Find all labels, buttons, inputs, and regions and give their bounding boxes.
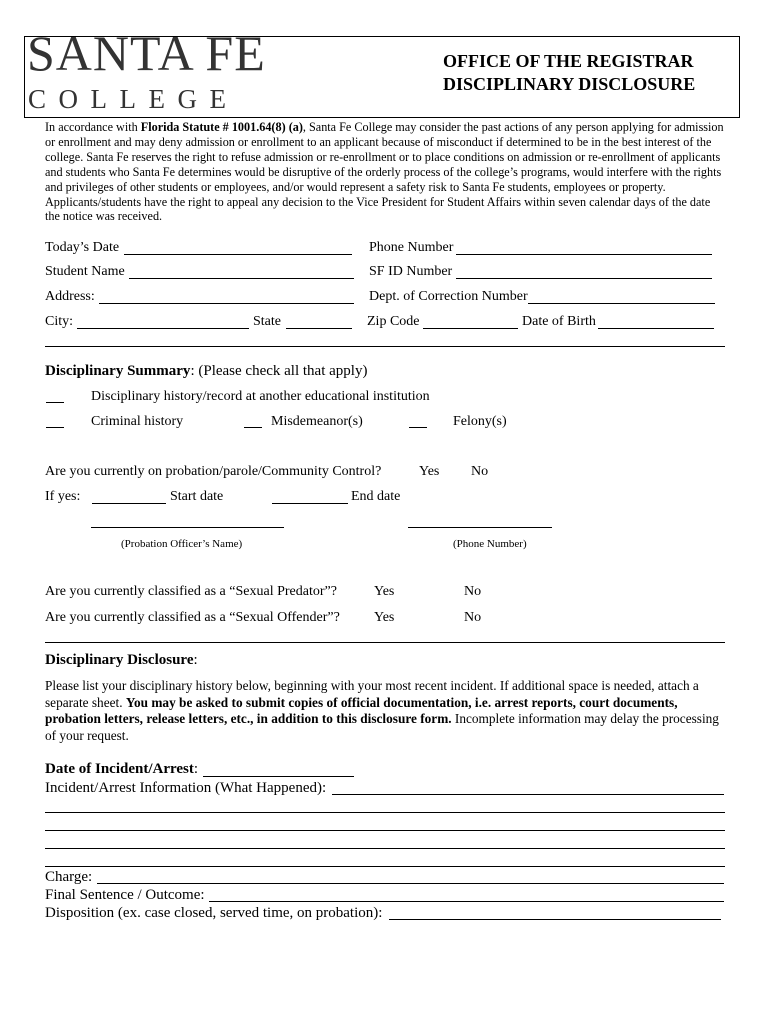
offender-yes-option[interactable]: Yes <box>374 610 395 625</box>
date-incident-input[interactable] <box>203 762 354 777</box>
incident-info-line[interactable] <box>45 816 725 831</box>
date-incident-label: Date of Incident/Arrest: <box>45 761 199 777</box>
office-title: OFFICE OF THE REGISTRAR <box>443 51 694 71</box>
disclosure-instructions: Please list your disciplinary history below, beginning with your most recent incident. If additional space is needed, attach a separate sheet. You may be asked to submit copies of official documentation, i.e. arrest reports, court documents, probation letters, release letters, etc., in addition to this disclosure form. Incomplete information may delay the processing of your request. <box>45 678 719 743</box>
disposition-label: Disposition (ex. case closed, served time, on probation): <box>45 905 383 921</box>
intro-paragraph: In accordance with Florida Statute # 1001.64(8) (a), Santa Fe College may consider the past actions of any person applying for admission or enrollment and may deny admission or enrollment to an applicant because of misconduct if determined to be in the best interest of the college. Santa Fe reserves the right to refuse admission or re-enrollment or to place conditions on admission or re-enrollment of applicants and students who Santa Fe determines would be disruptive of the orderly process of the college’s programs, would interfere with the rights and privileges of other students or employees, and/or would represent a safety risk to Santa Fe students, employees or property. Applicants/students have the right to appeal any decision to the Vice President for Student Affairs within seven calendar days of the date the notice was received. <box>45 120 724 224</box>
city-label: City: <box>45 314 74 329</box>
incident-info-line[interactable] <box>45 852 725 867</box>
phone-number-input[interactable] <box>456 240 712 255</box>
incident-info-input[interactable] <box>332 780 724 795</box>
misdemeanor-checkbox[interactable] <box>244 427 262 428</box>
disposition-input[interactable] <box>389 905 721 920</box>
college-logo: SANTA FE <box>27 25 266 81</box>
end-date-label: End date <box>351 489 401 504</box>
student-name-input[interactable] <box>129 264 354 279</box>
final-sentence-label: Final Sentence / Outcome: <box>45 887 205 903</box>
predator-yes-option[interactable]: Yes <box>374 584 395 599</box>
college-logo-subtitle: COLLEGE <box>28 84 239 114</box>
section-divider <box>45 642 725 643</box>
start-date-input[interactable] <box>92 489 166 504</box>
sf-id-label: SF ID Number <box>369 264 453 279</box>
statute-reference: Florida Statute # 1001.64(8) (a) <box>140 120 303 134</box>
phone-number-label: Phone Number <box>369 240 454 255</box>
probation-yes-option[interactable]: Yes <box>419 464 440 479</box>
history-checkbox[interactable] <box>46 402 64 403</box>
predator-question: Are you currently classified as a “Sexual Predator”? <box>45 584 337 599</box>
state-input[interactable] <box>286 314 352 329</box>
probation-question: Are you currently on probation/parole/Community Control? <box>45 464 382 479</box>
doc-number-label: Dept. of Correction Number <box>369 289 528 304</box>
address-input[interactable] <box>99 289 354 304</box>
felony-label: Felony(s) <box>453 414 507 429</box>
probation-no-option[interactable]: No <box>471 464 489 479</box>
doc-number-input[interactable] <box>528 289 715 304</box>
sf-id-input[interactable] <box>456 264 712 279</box>
incident-info-line[interactable] <box>45 834 725 849</box>
criminal-checkbox[interactable] <box>46 427 64 428</box>
felony-checkbox[interactable] <box>409 427 427 428</box>
start-date-label: Start date <box>170 489 224 504</box>
dob-input[interactable] <box>598 314 714 329</box>
officer-name-input[interactable] <box>91 513 284 528</box>
offender-no-option[interactable]: No <box>464 610 482 625</box>
history-label: Disciplinary history/record at another educational institution <box>91 389 430 404</box>
officer-name-caption: (Probation Officer’s Name) <box>121 538 243 550</box>
officer-phone-caption: (Phone Number) <box>453 538 527 550</box>
city-input[interactable] <box>77 314 249 329</box>
offender-question: Are you currently classified as a “Sexual Offender”? <box>45 610 340 625</box>
if-yes-label: If yes: <box>45 489 81 504</box>
address-label: Address: <box>45 289 95 304</box>
zip-label: Zip Code <box>367 314 420 329</box>
officer-phone-input[interactable] <box>408 513 552 528</box>
summary-heading: Disciplinary Summary: (Please check all that apply) <box>45 363 368 379</box>
misdemeanor-label: Misdemeanor(s) <box>271 414 363 429</box>
student-name-label: Student Name <box>45 264 125 279</box>
end-date-input[interactable] <box>272 489 348 504</box>
zip-input[interactable] <box>423 314 518 329</box>
dob-label: Date of Birth <box>522 314 596 329</box>
section-divider <box>45 346 725 347</box>
criminal-label: Criminal history <box>91 414 184 429</box>
state-label: State <box>253 314 281 329</box>
incident-info-line[interactable] <box>45 798 725 813</box>
charge-label: Charge: <box>45 869 93 885</box>
disclosure-heading: Disciplinary Disclosure: <box>45 652 198 668</box>
form-title: DISCIPLINARY DISCLOSURE <box>443 74 696 94</box>
predator-no-option[interactable]: No <box>464 584 482 599</box>
final-sentence-input[interactable] <box>209 887 724 902</box>
todays-date-input[interactable] <box>124 240 352 255</box>
charge-input[interactable] <box>97 869 724 884</box>
incident-info-label: Incident/Arrest Information (What Happened): <box>45 780 327 796</box>
todays-date-label: Today’s Date <box>45 240 120 255</box>
